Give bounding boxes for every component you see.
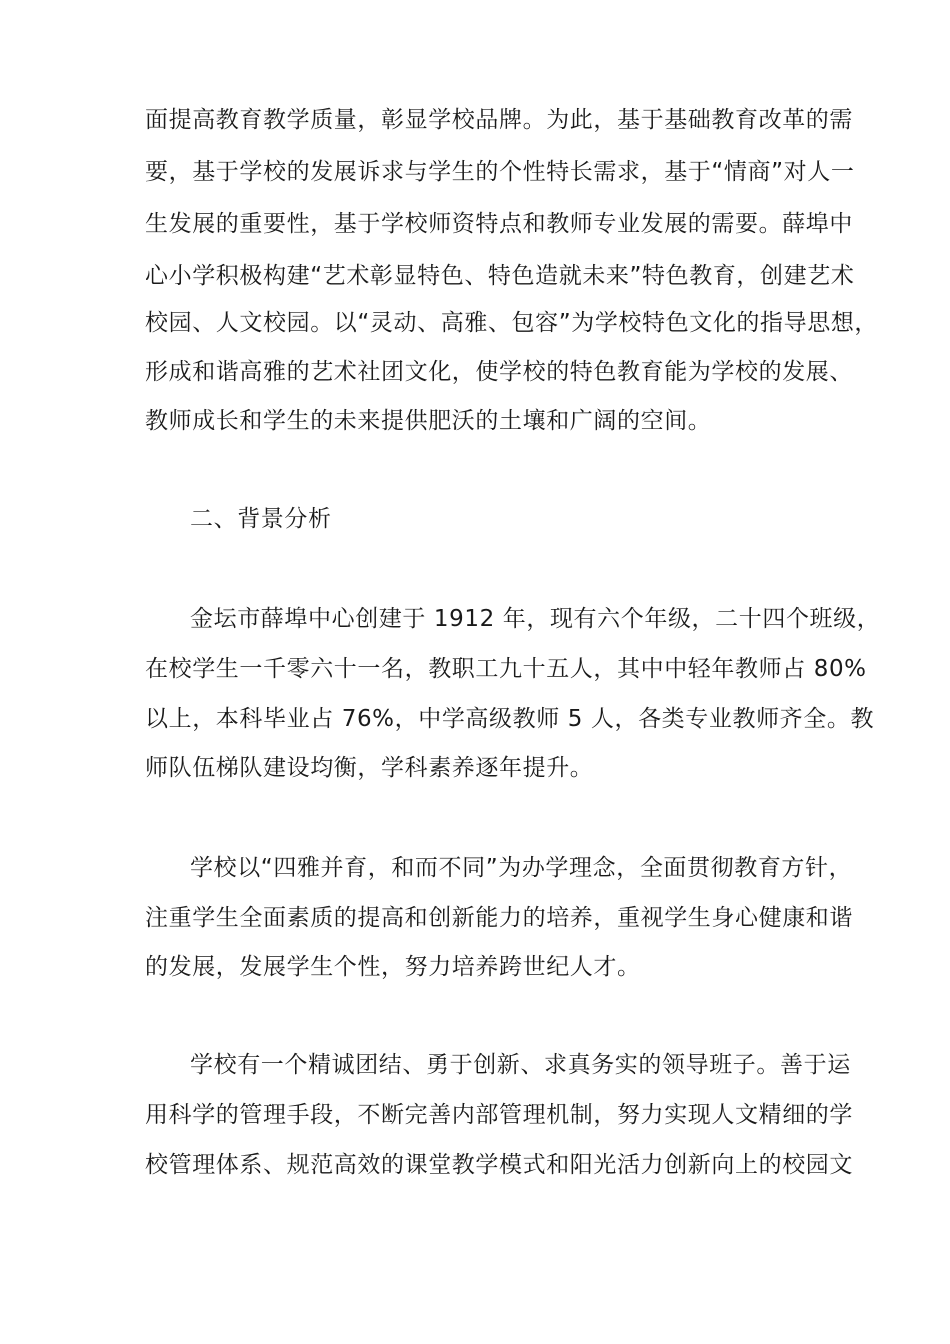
paragraph-line: 学校以“四雅并育，和而不同”为办学理念，全面贯彻教育方针， (190, 855, 853, 881)
paragraph-line: 面提高教育教学质量，彰显学校品牌。为此，基于基础教育改革的需 (145, 107, 853, 133)
section-heading: 二、背景分析 (190, 506, 332, 532)
paragraph-line: 校园、人文校园。以“灵动、高雅、包容”为学校特色文化的指导思想， (145, 310, 879, 336)
paragraph-line: 在校学生一千零六十一名，教职工九十五人，其中中轻年教师占 80% (145, 656, 867, 682)
paragraph-line: 要，基于学校的发展诉求与学生的个性特长需求，基于“情商”对人一 (145, 159, 855, 185)
paragraph-line: 形成和谐高雅的艺术社团文化，使学校的特色教育能为学校的发展、 (145, 359, 853, 385)
paragraph-line: 金坛市薛埠中心创建于 1912 年，现有六个年级，二十四个班级， (190, 606, 881, 632)
paragraph-line: 生发展的重要性，基于学校师资特点和教师专业发展的需要。薛埠中 (145, 211, 853, 237)
paragraph-line: 注重学生全面素质的提高和创新能力的培养，重视学生身心健康和谐 (145, 905, 853, 931)
paragraph-line: 教师成长和学生的未来提供肥沃的土壤和广阔的空间。 (145, 408, 712, 434)
paragraph-line: 师队伍梯队建设均衡，学科素养逐年提升。 (145, 755, 594, 781)
paragraph-line: 学校有一个精诚团结、勇于创新、求真务实的领导班子。善于运 (190, 1052, 851, 1078)
paragraph-line: 以上，本科毕业占 76%，中学高级教师 5 人，各类专业教师齐全。教 (145, 706, 875, 732)
paragraph-line: 校管理体系、规范高效的课堂教学模式和阳光活力创新向上的校园文 (145, 1152, 853, 1178)
paragraph-line: 心小学积极构建“艺术彰显特色、特色造就未来”特色教育，创建艺术 (145, 263, 855, 289)
paragraph-line: 用科学的管理手段，不断完善内部管理机制，努力实现人文精细的学 (145, 1102, 853, 1128)
paragraph-line: 的发展，发展学生个性，努力培养跨世纪人才。 (145, 954, 641, 980)
